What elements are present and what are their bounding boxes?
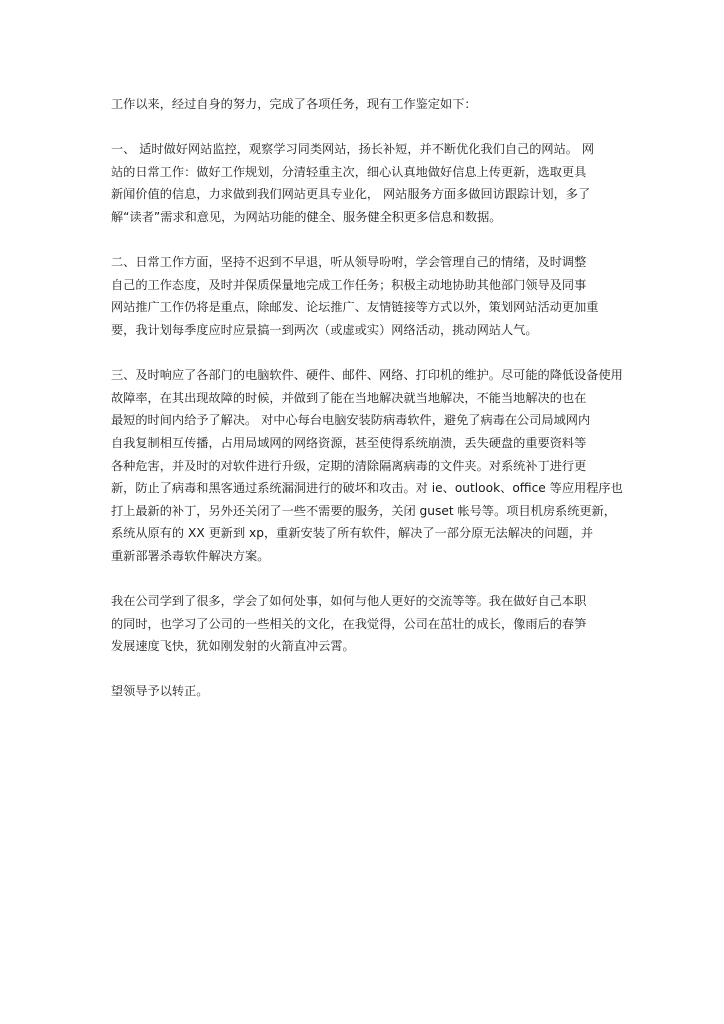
closing-paragraph <box>111 680 617 703</box>
text-line: 解“读者”需求和意见，为网站功能的健全、服务健全积更多信息和数据。 <box>111 209 502 224</box>
section-two-paragraph <box>111 251 617 341</box>
text-line: 我在公司学到了很多，学会了如何处事，如何与他人更好的交流等等。我在做好自己本职 <box>111 594 587 609</box>
text-line: 故障率，在其出现故障的时候，并做到了能在当地解决就当地解决，不能当地解决的也在 <box>111 390 587 405</box>
text-line: 新闻价值的信息，力求做到我们网站更具专业化， 网站服务方面多做回访跟踪计划，多了 <box>111 187 591 202</box>
summary-paragraph <box>111 590 617 658</box>
text-line: 要，我计划每季度应时应景搞一到两次（或虚或实）网络活动，挑动网站人气。 <box>111 322 538 337</box>
text-line: 发展速度飞快，犹如刚发射的火箭直冲云霄。 <box>111 639 355 654</box>
text-line: 一、 适时做好网站监控，观察学习同类网站，扬长补短，并不断优化我们自己的网站。 网 <box>111 142 595 157</box>
text-line: 望领导予以转正。 <box>111 684 209 699</box>
text-line: 二、日常工作方面，坚持不迟到不早退，听从领导吩咐，学会管理自己的情绪，及时调整 <box>111 255 587 270</box>
section-one-paragraph <box>111 138 617 228</box>
text-line: 自己的工作态度，及时并保质保量地完成工作任务；积极主动地协助其他部门领导及同事 <box>111 277 587 292</box>
text-line: 三、及时响应了各部门的电脑软件、硬件、邮件、网络、打印机的维护。尽可能的降低设备使用 <box>111 368 623 383</box>
document-body <box>111 93 623 726</box>
text-line: 打上最新的补丁，另外还关闭了一些不需要的服务，关闭 guset 帐号等。项目机房系统更新， <box>111 503 616 518</box>
text-line: 自我复制相互传播，占用局域网的网络资源，甚至使得系统崩溃，丢失硬盘的重要资料等 <box>111 435 587 450</box>
text-line: 最短的时间内给予了解决。 对中心每台电脑安装防病毒软件，避免了病毒在公司局域网内 <box>111 413 591 428</box>
section-three-paragraph <box>111 364 623 567</box>
text-line: 工作以来，经过自身的努力，完成了各项任务，现有工作鉴定如下： <box>111 97 477 111</box>
text-line: 重新部署杀毒软件解决方案。 <box>111 548 270 563</box>
text-line: 站的日常工作：做好工作规划，分清轻重主次，细心认真地做好信息上传更新，选取更具 <box>111 164 587 179</box>
text-line: 各种危害，并及时的对软件进行升级，定期的清除隔离病毒的文件夹。对系统补丁进行更 <box>111 458 587 473</box>
text-line: 网站推广工作仍将是重点，除邮发、论坛推广、友情链接等方式以外，策划网站活动更加重 <box>111 300 599 315</box>
intro-paragraph <box>111 93 617 116</box>
text-line: 新，防止了病毒和黑客通过系统漏洞进行的破坏和攻击。对 ie、outlook、office 等应用程序也 <box>111 481 623 496</box>
text-line: 系统从原有的 XX 更新到 xp，重新安装了所有软件，解决了一部分原无法解决的问题，并 <box>111 526 594 541</box>
text-line: 的同时，也学习了公司的一些相关的文化，在我觉得，公司在茁壮的成长，像雨后的春笋 <box>111 616 587 631</box>
